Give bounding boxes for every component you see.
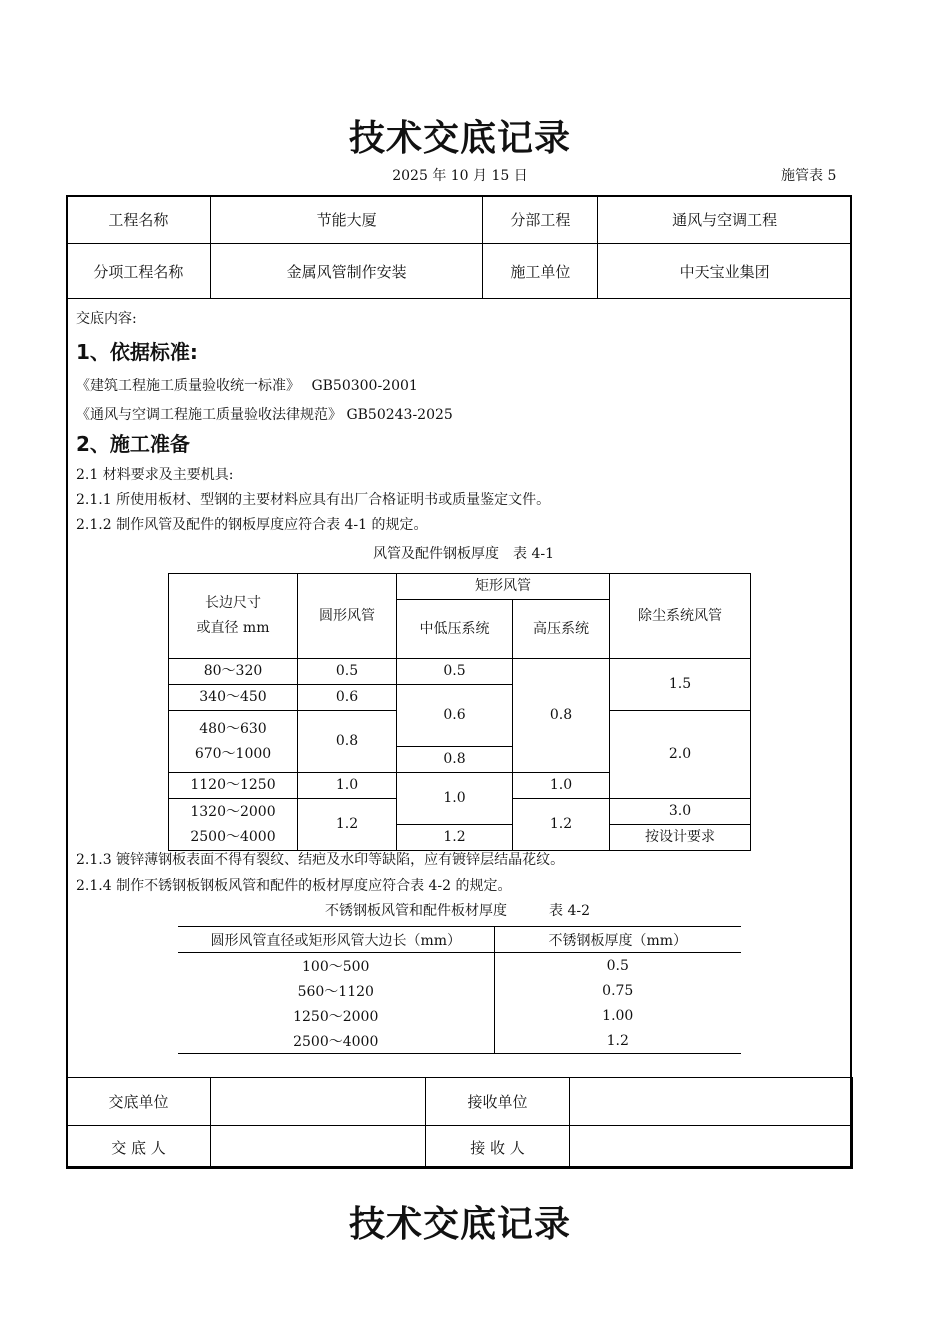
section-1-heading: 1、依据标准: [76,340,198,364]
size-column-header: 圆形风管直径或矩形风管大边长（mm） [178,927,494,953]
table-4-1 [168,573,751,851]
size-cell [169,711,298,773]
receiver-unit-label: 接收单位 [426,1078,570,1126]
thickness-cell: 1.00 [602,1007,634,1024]
low-mid-value: 0.6 [397,685,513,747]
issuer-field[interactable] [211,1126,426,1169]
receiver-unit-field[interactable] [570,1078,853,1126]
project-name-label: 工程名称 [67,196,211,244]
size-cell: 1120～1250 [169,773,298,799]
round-value: 1.2 [298,799,397,851]
thickness-column-header: 不锈钢板厚度（mm） [494,927,741,953]
thickness-cell: 0.5 [606,957,629,974]
paragraph-2-1-4: 2.1.4 制作不锈钢板钢板风管和配件的板材厚度应符合表 4-2 的规定。 [76,878,512,894]
high-value: 1.2 [513,799,610,851]
size-header-line1: 长边尺寸 [205,595,261,611]
size-cell: 80～320 [169,659,298,685]
dust-value: 按设计要求 [610,825,751,851]
issuer-label: 交 底 人 [67,1126,211,1169]
thickness-cell: 1.2 [494,1028,741,1054]
receiver-label: 接 收 人 [426,1126,570,1169]
size-header-line2: 或直径 mm [196,620,270,636]
size-line: 480～630 [199,720,267,737]
table-row [178,978,741,1003]
round-value: 0.6 [298,685,397,711]
dust-value: 2.0 [610,711,751,799]
table-row [178,1003,741,1028]
low-mid-value: 1.0 [397,773,513,825]
size-line: 1320～2000 [190,803,276,820]
high-pressure-header: 高压系统 [513,600,610,659]
dust-value: 3.0 [610,799,751,825]
size-cell: 560～1120 [178,978,494,1003]
contractor-label: 施工单位 [483,244,598,299]
division-value: 通风与空调工程 [598,196,852,244]
round-value: 0.5 [298,659,397,685]
table-4-1-caption: 风管及配件钢板厚度 表 4-1 [373,546,554,562]
form-number: 施管表 5 [781,168,837,184]
signature-table [66,1077,853,1169]
page-title: 技术交底记录 [348,118,571,159]
paragraph-2-1-2: 2.1.2 制作风管及配件的钢板厚度应符合表 4-1 的规定。 [76,517,428,533]
rect-duct-header: 矩形风管 [397,574,610,600]
content-intro: 交底内容: [76,311,137,327]
size-cell: 1250～2000 [178,1003,494,1028]
high-value: 1.0 [513,773,610,799]
high-value: 0.8 [513,659,610,773]
table-row [178,1028,741,1054]
contractor-value: 中天宝业集团 [598,244,852,299]
low-mid-pressure-header: 中低压系统 [397,600,513,659]
size-cell: 100～500 [178,953,494,979]
thickness-cell: 0.75 [602,982,634,999]
low-mid-value: 1.2 [397,825,513,851]
next-page-title: 技术交底记录 [348,1204,571,1245]
subitem-label: 分项工程名称 [67,244,211,299]
dust-value: 1.5 [610,659,751,711]
subitem-value: 金属风管制作安装 [210,244,483,299]
paragraph-2-1-1: 2.1.1 所使用板材、型钢的主要材料应具有出厂合格证明书或质量鉴定文件。 [76,492,551,508]
dust-duct-header: 除尘系统风管 [610,574,751,659]
size-line: 2500～4000 [190,828,276,845]
low-mid-value: 0.8 [397,747,513,773]
record-date: 2025 年 10 月 15 日 [392,168,528,184]
size-cell [169,799,298,851]
project-name-value: 节能大厦 [210,196,483,244]
division-label: 分部工程 [483,196,598,244]
table-4-2 [178,926,741,1054]
round-value: 0.8 [298,711,397,773]
header-table [66,195,852,299]
size-line: 670～1000 [194,745,272,762]
low-mid-value: 0.5 [397,659,513,685]
section-2-heading: 2、施工准备 [76,432,190,456]
receiver-field[interactable] [570,1126,853,1169]
size-cell: 340～450 [169,685,298,711]
paragraph-2-1: 2.1 材料要求及主要机具: [76,467,234,483]
standard-1: 《建筑工程施工质量验收统一标准》 GB50300-2001 [76,378,418,394]
standard-2: 《通风与空调工程施工质量验收法律规范》 GB50243-2025 [76,407,453,423]
round-duct-header: 圆形风管 [298,574,397,659]
paragraph-2-1-3: 2.1.3 镀锌薄钢板表面不得有裂纹、结疤及水印等缺陷，应有镀锌层结晶花纹。 [76,852,565,868]
table-4-2-caption: 不锈钢板风管和配件板材厚度 表 4-2 [325,903,590,919]
size-header-cell [169,574,298,659]
issuer-unit-label: 交底单位 [67,1078,211,1126]
issuer-unit-field[interactable] [211,1078,426,1126]
round-value: 1.0 [298,773,397,799]
size-cell: 2500～4000 [178,1028,494,1054]
table-row [178,953,741,979]
